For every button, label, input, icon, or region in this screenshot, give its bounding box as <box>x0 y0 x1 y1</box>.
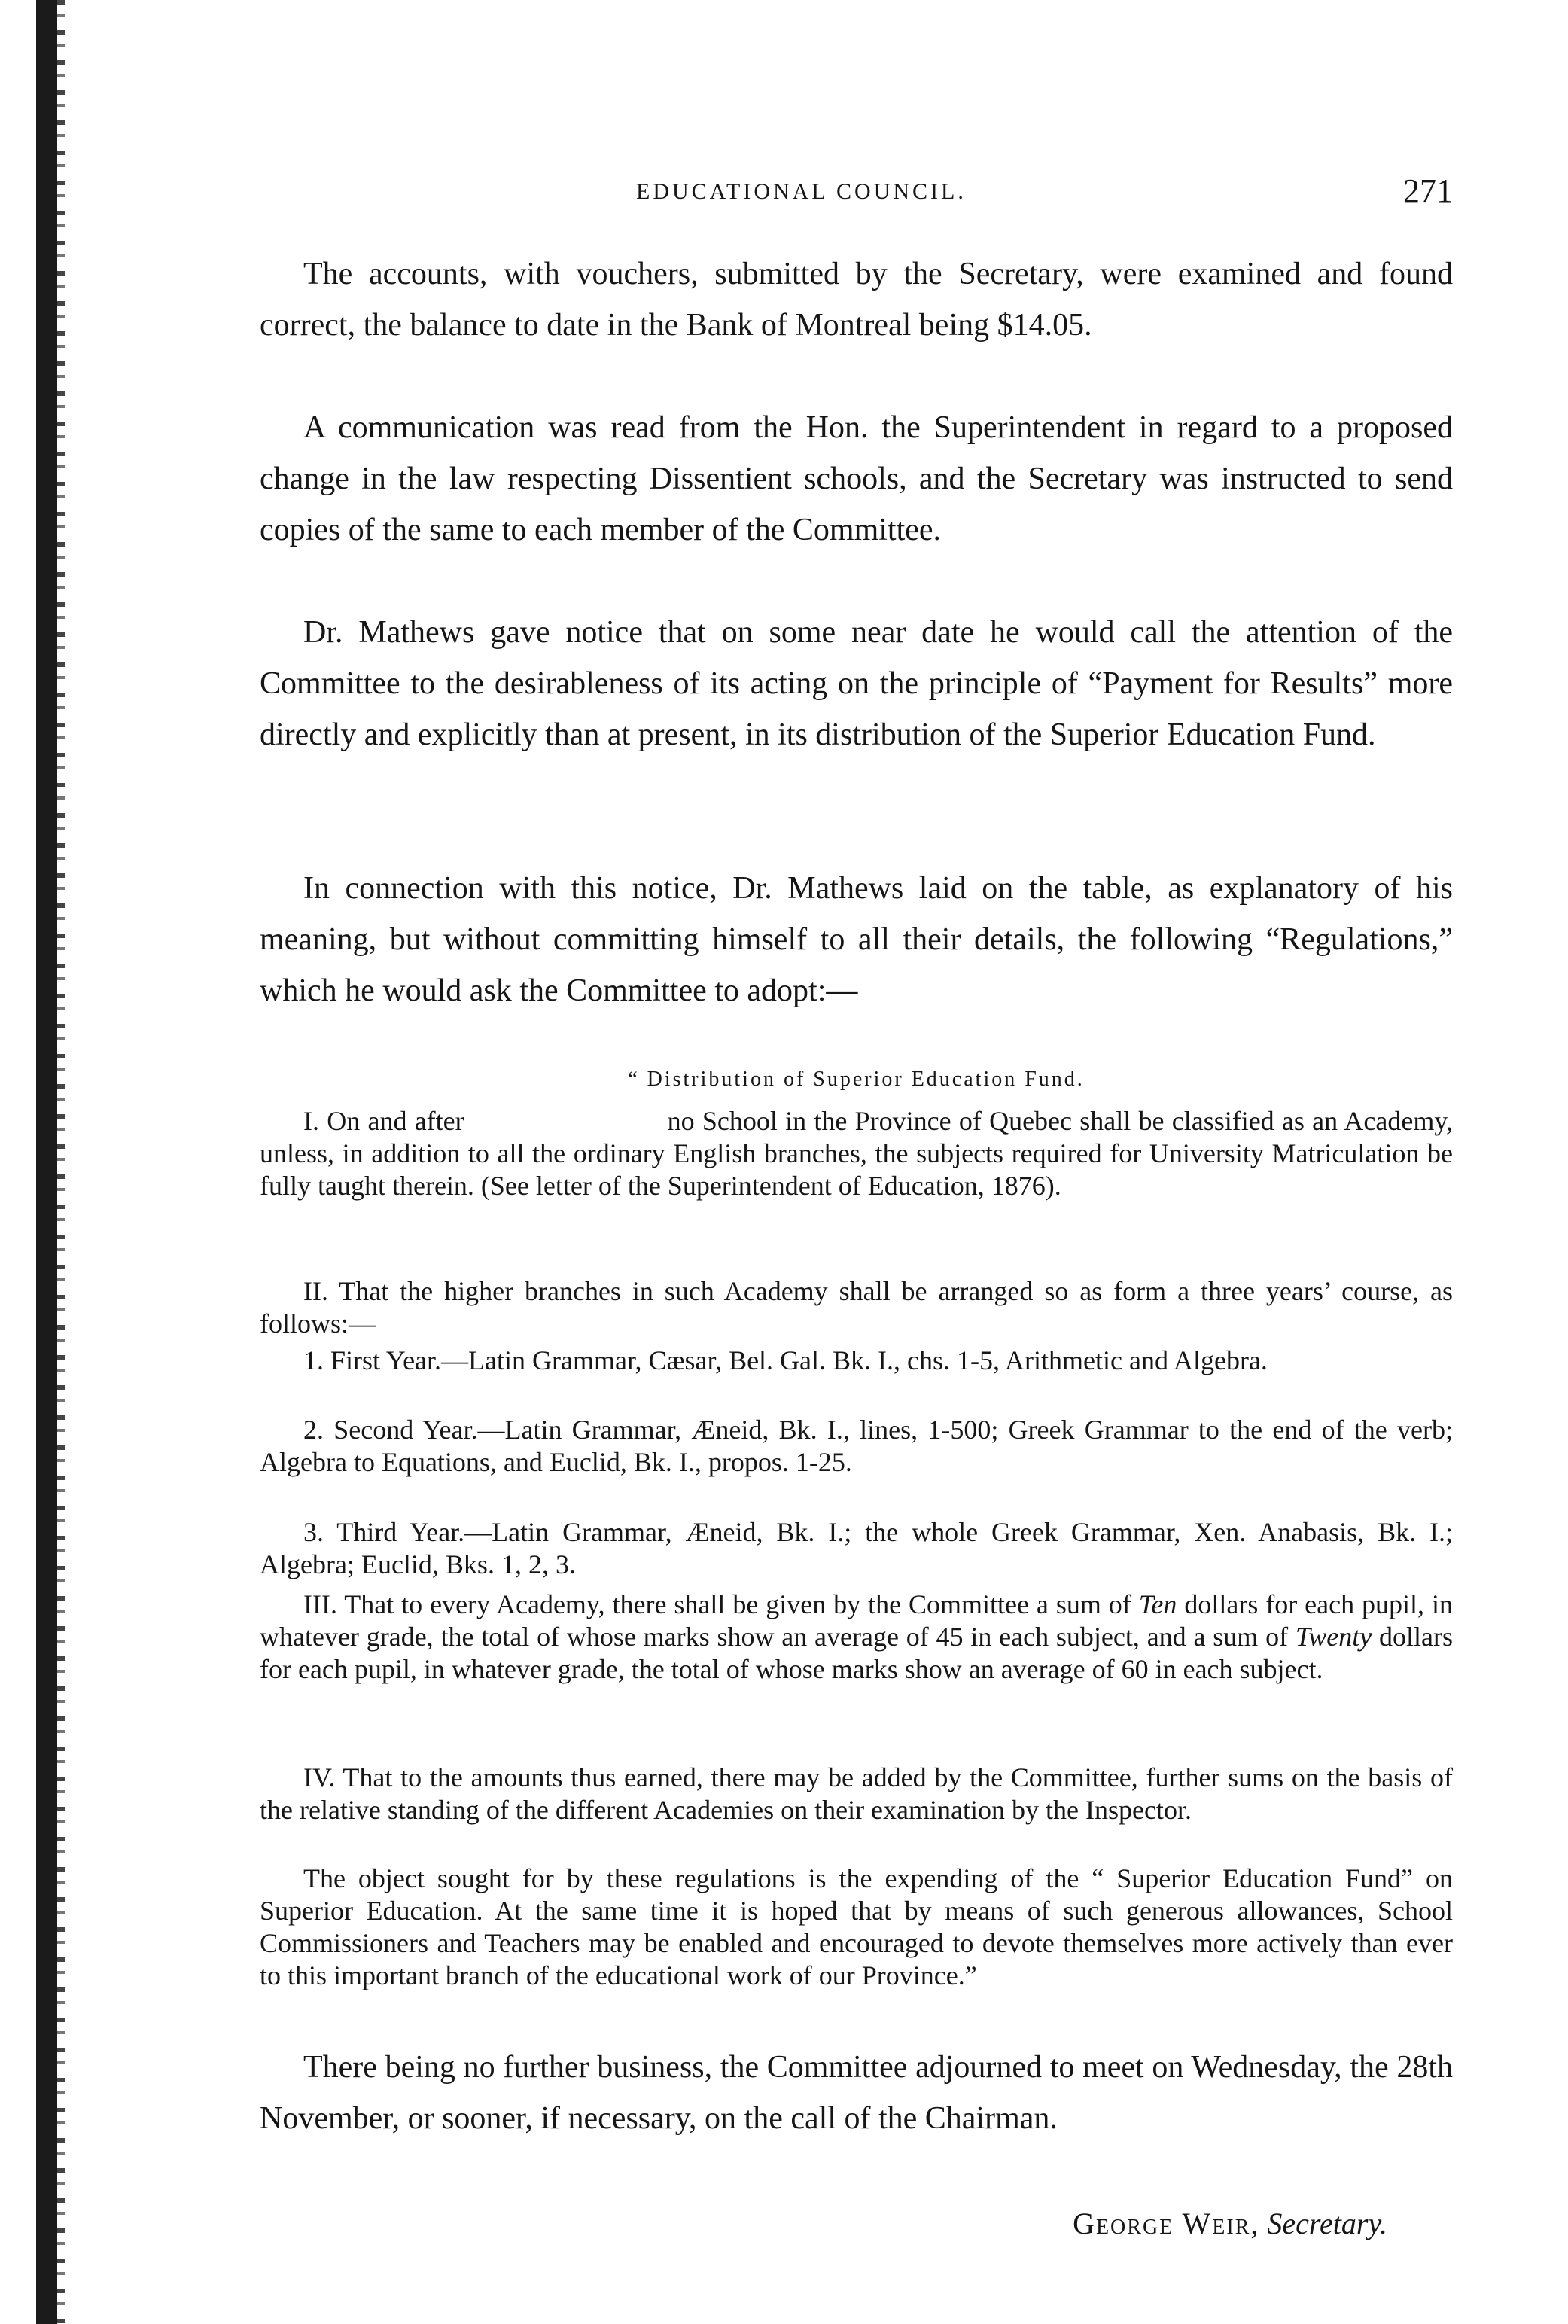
regulation-3 <box>260 1588 1453 1686</box>
regulation-3-part-c: dollars for each pupil, in whatever grade, the total of whose marks show an average of 60 in each subject. <box>260 1622 1454 1684</box>
closing-paragraph: There being no further business, the Committee adjourned to meet on Wednesday, the 28th November, or sooner, if necessary, on the call of the Chairman. <box>260 2050 1453 2136</box>
course-year-2: 2. Second Year.—Latin Grammar, Æneid, Bk. I., lines, 1-500; Greek Grammar to the end of the verb; Algebra to Equations, and Euclid, Bk. I., propos. 1-25. <box>260 1415 1453 1477</box>
page-header <box>260 172 1453 217</box>
page-number: 271 <box>1403 172 1453 209</box>
paragraph-communication: A communication was read from the Hon. the Superintendent in regard to a proposed change in the law respecting Dissentient schools, and the Secretary was instructed to send copies of the same to each member of the Committee. <box>260 410 1453 547</box>
regulation-1-start: I. On and after <box>303 1106 464 1136</box>
regulation-4: IV. That to the amounts thus earned, there may be added by the Committee, further sums on the basis of the relative standing of the different Academies on their examination by the Inspector. <box>260 1762 1453 1825</box>
regulation-1 <box>260 1105 1453 1202</box>
running-head: EDUCATIONAL COUNCIL. <box>636 179 967 204</box>
secretary-title: Secretary. <box>1267 2207 1387 2240</box>
course-year-1: 1. First Year.—Latin Grammar, Cæsar, Bel. Gal. Bk. I., chs. 1-5, Arithmetic and Algebra. <box>303 1345 1268 1375</box>
amount-twenty: Twenty <box>1295 1622 1372 1652</box>
course-year-3: 3. Third Year.—Latin Grammar, Æneid, Bk. I.; the whole Greek Grammar, Xen. Anabasis, Bk. I.; Algebra; Euclid, Bks. 1, 2, 3. <box>260 1517 1453 1579</box>
paragraph-notice: Dr. Mathews gave notice that on some near date he would call the attention of the Committee to the desirableness of its acting on the principle of “Payment for Results” more directly and explicitly than at present, in its distribution of the Superior Education Fund. <box>260 615 1453 752</box>
paragraph-connection: In connection with this notice, Dr. Mathews laid on the table, as explanatory of his meaning, but without committing himself to all their details, the following “Regulations,” which he would ask the Committee to adopt:— <box>260 871 1453 1008</box>
regulation-3-part-a: III. That to every Academy, there shall be given by the Committee a sum of <box>303 1589 1131 1619</box>
regulation-3-part-b: dollars for each pupil, in whatever grade, the total of whose marks show an average of 45 in each subject, and a sum of <box>260 1589 1453 1652</box>
signature <box>1073 2206 1387 2241</box>
paragraph-accounts: The accounts, with vouchers, submitted by the Secretary, were examined and found correct, the balance to date in the Bank of Montreal being $14.05. <box>260 257 1453 343</box>
regulation-2: II. That the higher branches in such Academy shall be arranged so as form a three years’ course, as follows:— <box>260 1276 1453 1339</box>
regulations-object: The object sought for by these regulations is the expending of the “ Superior Education Fund” on Superior Education. At the same time it is hoped that by means of such generous allowances, School Commissioners and Teachers may be enabled and encouraged to devote themselves more actively than ever to this important branch of the educational work of our Province.” <box>260 1863 1453 1990</box>
book-binding-edge <box>36 0 57 2324</box>
regulations-heading: “ Distribution of Superior Education Fund. <box>628 1068 1085 1091</box>
binding-scan-shadow <box>57 0 65 2324</box>
regulation-1-rest: no School in the Province of Quebec shall be classified as an Academy, unless, in addition to all the ordinary English branches, the subjects required for University Matriculation be fully taught therein. (See letter of the Superintendent of Education, 1876). <box>260 1106 1454 1201</box>
amount-ten: Ten <box>1138 1589 1177 1619</box>
secretary-name: George Weir, <box>1073 2207 1260 2240</box>
